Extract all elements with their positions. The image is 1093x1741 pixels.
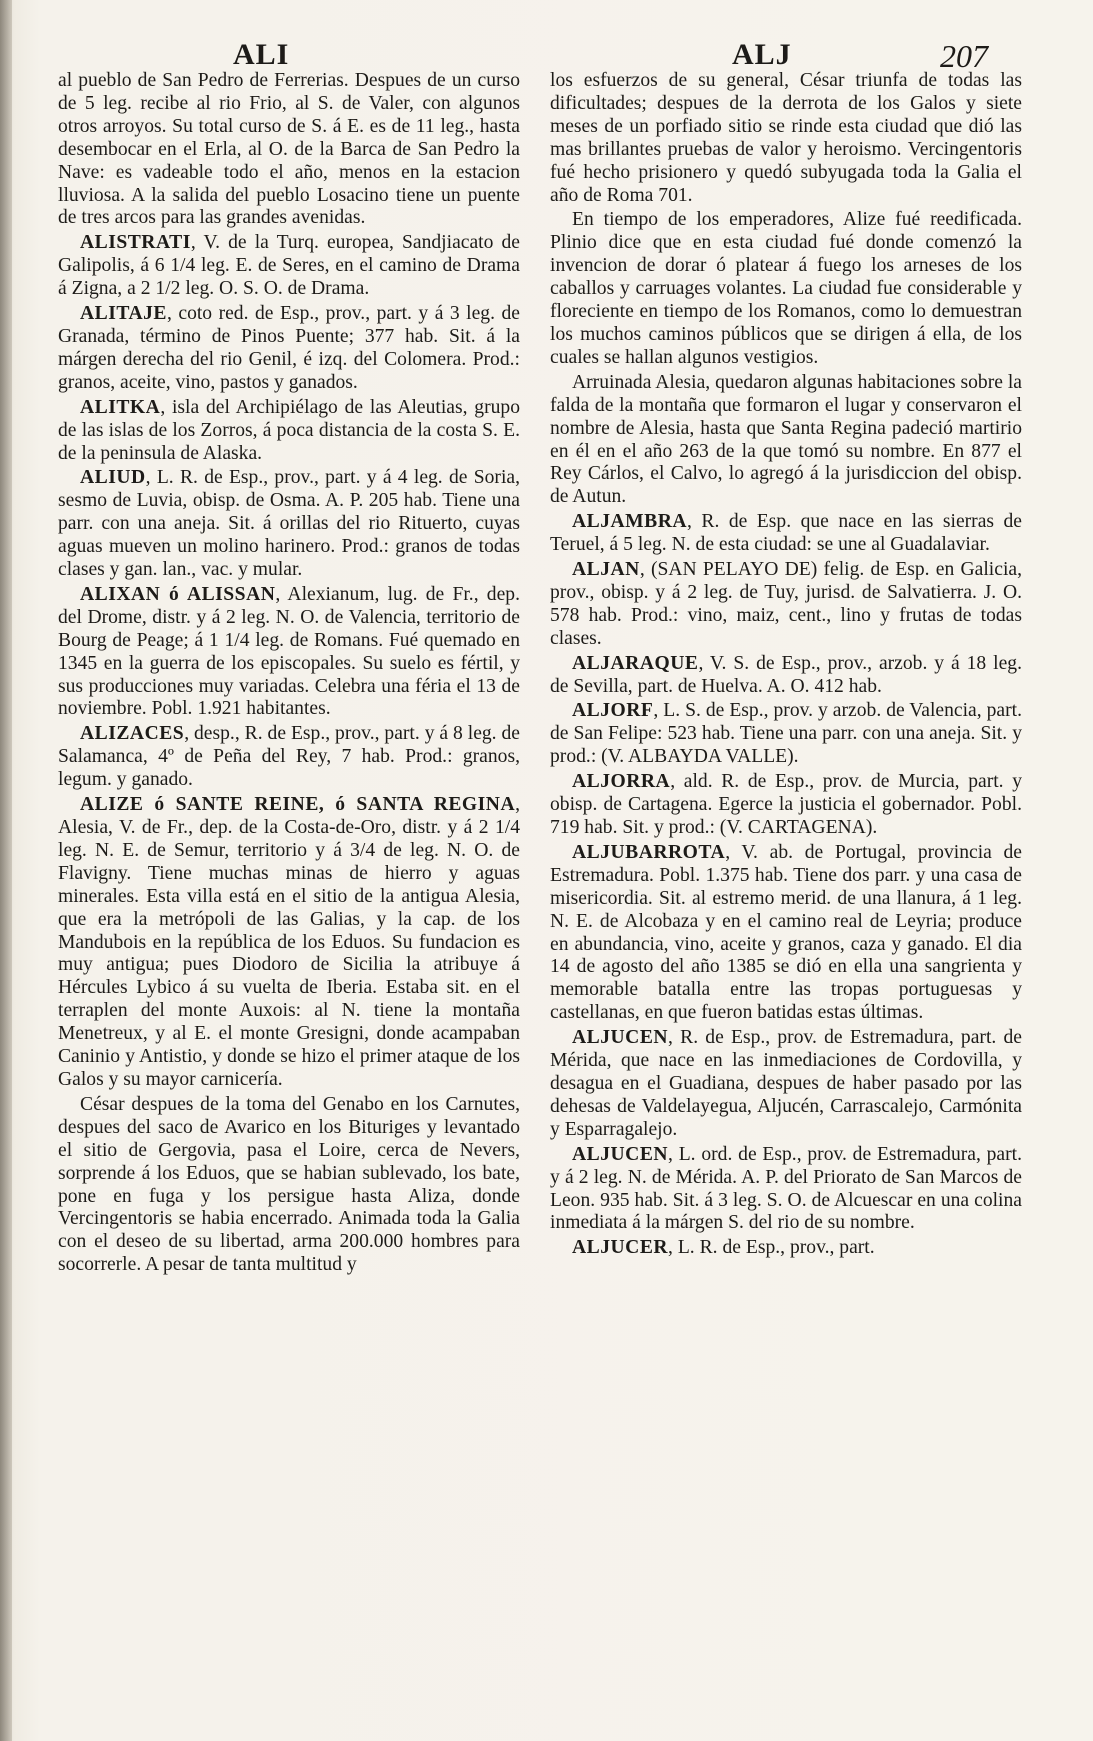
- entry-text: César despues de la toma del Genabo en los Carnutes, despues del saco de Avarico en los Bituriges y levantado el sitio de Gergovia, pasa el Loire, cerca de Nevers, sorprende á los Eduos, que se habian sublevado, los bate, pone en fuga y los persigue hasta Aliza, donde Vercingentoris se habia encerrado. Animada toda la Galia con el deseo de su libertad, arma 200.000 hombres para socorrerle. A pesar de tanta multitud y: [58, 1093, 520, 1276]
- entry-text: , L. S. de Esp., prov. y arzob. de Valencia, part. de San Felipe: 523 hab. Tiene una parr. con una aneja. Sit. y prod.: (V. ALBAYDA VALLE).: [550, 700, 1022, 768]
- entry-text: , ald. R. de Esp., prov. de Murcia, part. y obisp. de Cartagena. Egerce la justicia el gobernador. Pobl. 719 hab. Sit. y prod.: (V. CARTAGENA).: [550, 771, 1022, 838]
- dictionary-entry: [58, 303, 520, 395]
- right-column: [550, 70, 1022, 1262]
- entry-headword: ALJUCEN: [572, 1143, 669, 1165]
- entry-headword: ALITKA: [80, 396, 161, 418]
- dictionary-entry: [58, 70, 520, 230]
- dictionary-entry: [550, 511, 1022, 557]
- entry-text: , L. R. de Esp., prov., part.: [668, 1237, 875, 1259]
- entry-text: , (SAN PELAYO DE) felig. de Esp. en Galicia, prov., obisp. y á 2 leg. de Tuy, jurisd. de Salvatierra. J. O. 578 hab. Prod.: vino, maiz, cent., lino y frutas de todas clases.: [550, 559, 1022, 649]
- entry-text: , Alexianum, lug. de Fr., dep. del Drome, distr. y á 2 leg. N. O. de Valencia, territorio de Bourg de Peage; á 1 1/4 leg. de Romans. Fué quemado en 1345 en la guerra de los episcopales. Su suelo es fértil, y sus producciones muy variadas. Celebra una féria el 13 de noviembre. Pobl. 1.921 habitantes.: [58, 583, 521, 720]
- book-spine: [0, 0, 12, 1741]
- entry-text: al pueblo de San Pedro de Ferrerias. Despues de un curso de 5 leg. recibe al rio Frio, al S. de Valer, con algunos otros arroyos. Su total curso de S. á E. es de 11 leg., hasta desembocar en el Erla, al O. de la Barca de San Pedro la Nave: es vadeable todo el año, menos en la estacion lluviosa. A la salida del pueblo Losacino tiene un puente de tres arcos para las grandes avenidas.: [58, 70, 520, 229]
- entry-text: , coto red. de Esp., prov., part. y á 3 leg. de Granada, término de Pinos Puente; 377 hab. Sit. á la márgen derecha del rio Genil, é izq. del Colomera. Prod.: granos, aceite, vino, pastos y ganados.: [58, 303, 520, 393]
- entry-text: , R. de Esp., prov. de Estremadura, part. de Mérida, que nace en las inmediaciones de Cordovilla, y desagua en el Guadiana, despues de haber pasado por las dehesas de Valdelayegua, Aljucén, Carrascalejo, Carmónita y Esparragalejo.: [550, 1027, 1022, 1140]
- dictionary-entry: [58, 1094, 520, 1277]
- left-running-head: ALI: [233, 38, 290, 71]
- dictionary-entry: [550, 1144, 1022, 1236]
- entry-headword: ALJORRA: [572, 771, 671, 793]
- left-column: [58, 70, 520, 1279]
- entry-text: , V. de la Turq. europea, Sandjiacato de Galipolis, á 6 1/4 leg. E. de Seres, en el camino de Drama á Zigna, a 2 1/2 leg. O. S. O. de Drama.: [58, 232, 520, 300]
- dictionary-entry: [550, 653, 1022, 699]
- entry-headword: ALJUCEN: [572, 1027, 669, 1049]
- entry-text: , L. R. de Esp., prov., part. y á 4 leg. de Soria, sesmo de Luvia, obisp. de Osma. A. P. 205 hab. Tiene una parr. con una aneja. Sit. á orillas del rio Rituerto, cuyas aguas mueven un molino harinero. Prod.: granos de todas clases y gan. lan., vac. y mular.: [58, 467, 520, 581]
- entry-headword: ALJORF: [572, 700, 654, 722]
- entry-headword: ALIZE ó SANTE REINE, ó SANTA REGINA: [80, 794, 516, 816]
- dictionary-entry: [550, 209, 1022, 369]
- entry-headword: ALJAMBRA: [572, 511, 688, 533]
- entry-text: los esfuerzos de su general, César triunfa de todas las dificultades; despues de la derrota de los Galos y siete meses de un porfiado sitio se rinde esta ciudad que dió las mas brillantes pruebas de valor y heroismo. Vercingentoris fué hecho prisionero y quedó subyugada toda la Galia el año de Roma 701.: [550, 70, 1022, 206]
- entry-headword: ALIZACES: [80, 723, 185, 745]
- dictionary-entry: [58, 723, 520, 792]
- entry-text: , isla del Archipiélago de las Aleutias, grupo de las islas de los Zorros, á poca distancia de la costa S. E. de la peninsula de Alaska.: [58, 396, 520, 464]
- entry-headword: ALISTRATI: [80, 232, 191, 254]
- entry-text: , Alesia, V. de Fr., dep. de la Costa-de-Oro, distr. y á 2 1/4 leg. N. E. de Semur, territorio y á 3/4 de leg. N. O. de Flavigny. Tiene muchas minas de hierro y aguas minerales. Esta villa está en el sitio de la antigua Alesia, que era la metrópoli de las Galias, y la cap. de los Mandubois en la república de los Eduos. Su fundacion es muy antigua; pues Diodoro de Sicilia la atribuye á Hércules Lybico á su vuelta de Iberia. Estaba sit. en el terraplen del monte Auxois: al N. tiene la montaña Menetreux, y al E. el monte Gresigni, donde acampaban Caninio y Antistio, y donde se hizo el primer ataque de los Galos y su mayor carnicería.: [58, 794, 520, 1090]
- dictionary-entry: [550, 372, 1022, 509]
- entry-headword: ALJUBARROTA: [572, 841, 726, 863]
- entry-text: , L. ord. de Esp., prov. de Estremadura, part. y á 2 leg. N. de Mérida. A. P. del Priorato de San Marcos de Leon. 935 hab. Sit. á 3 leg. S. O. de Alcuescar en una colina inmediata á la márgen S. del rio de su nombre.: [550, 1143, 1022, 1234]
- dictionary-entry: [58, 397, 520, 466]
- entry-headword: ALJUCER: [572, 1237, 669, 1259]
- dictionary-entry: [58, 794, 520, 1092]
- dictionary-entry: [58, 467, 520, 582]
- entry-text: , V. S. de Esp., prov., arzob. y á 18 leg. de Sevilla, part. de Huelva. A. O. 412 hab.: [550, 652, 1022, 697]
- dictionary-entry: [550, 1237, 1022, 1260]
- entry-headword: ALIUD: [80, 467, 146, 489]
- entry-text: Arruinada Alesia, quedaron algunas habitaciones sobre la falda de la montaña que formaron el lugar y conservaron el nombre de Alesia, hasta que Santa Regina padeció martirio en él en el año 263 de la que tomó su nombre. En 877 el Rey Cárlos, el Calvo, lo agregó á la jurisdiccion del obisp. de Autun.: [550, 371, 1022, 508]
- dictionary-entry: [58, 232, 520, 301]
- dictionary-entry: [550, 842, 1022, 1025]
- dictionary-entry: [58, 584, 520, 721]
- entry-text: En tiempo de los emperadores, Alize fué reedificada. Plinio dice que en esta ciudad fué donde comenzó la invencion de dorar ó platear á fuego los arneses de los caballos y carruages volantes. La ciudad fue considerable y floreciente en tiempo de los Romanos, como lo demuestran los muchos caminos públicos que se dirigen á ella, de los cuales se hallan algunos vestigios.: [550, 209, 1022, 368]
- entry-headword: ALJAN: [572, 559, 640, 581]
- dictionary-entry: [550, 70, 1022, 207]
- dictionary-entry: [550, 771, 1022, 840]
- entry-headword: ALIXAN ó ALISSAN: [80, 583, 276, 605]
- page-number: 207: [940, 38, 988, 74]
- dictionary-entry: [550, 700, 1022, 769]
- dictionary-entry: [550, 1027, 1022, 1142]
- entry-text: , desp., R. de Esp., prov., part. y á 8 leg. de Salamanca, 4º de Peña del Rey, 7 hab. Prod.: granos, legum. y ganado.: [58, 723, 520, 791]
- entry-text: , R. de Esp. que nace en las sierras de Teruel, á 5 leg. N. de esta ciudad: se une al Guadalaviar.: [550, 511, 1022, 556]
- entry-headword: ALJARAQUE: [572, 652, 699, 674]
- right-running-head: ALJ: [732, 38, 792, 71]
- dictionary-entry: [550, 559, 1022, 651]
- entry-text: , V. ab. de Portugal, provincia de Estremadura. Pobl. 1.375 hab. Tiene dos parr. y una casa de misericordia. Sit. al estremo merid. de una llanura, á 1 leg. N. E. de Alcobaza y en el camino real de Leyria; produce en abundancia, vino, aceite y granos, caza y ganado. El dia 14 de agosto del año 1385 se dió en ella una sangrienta y memorable batalla entre las tropas portuguesas y castellanas, en que fueron batidas estas últimas.: [550, 841, 1022, 1024]
- entry-headword: ALITAJE: [80, 303, 167, 325]
